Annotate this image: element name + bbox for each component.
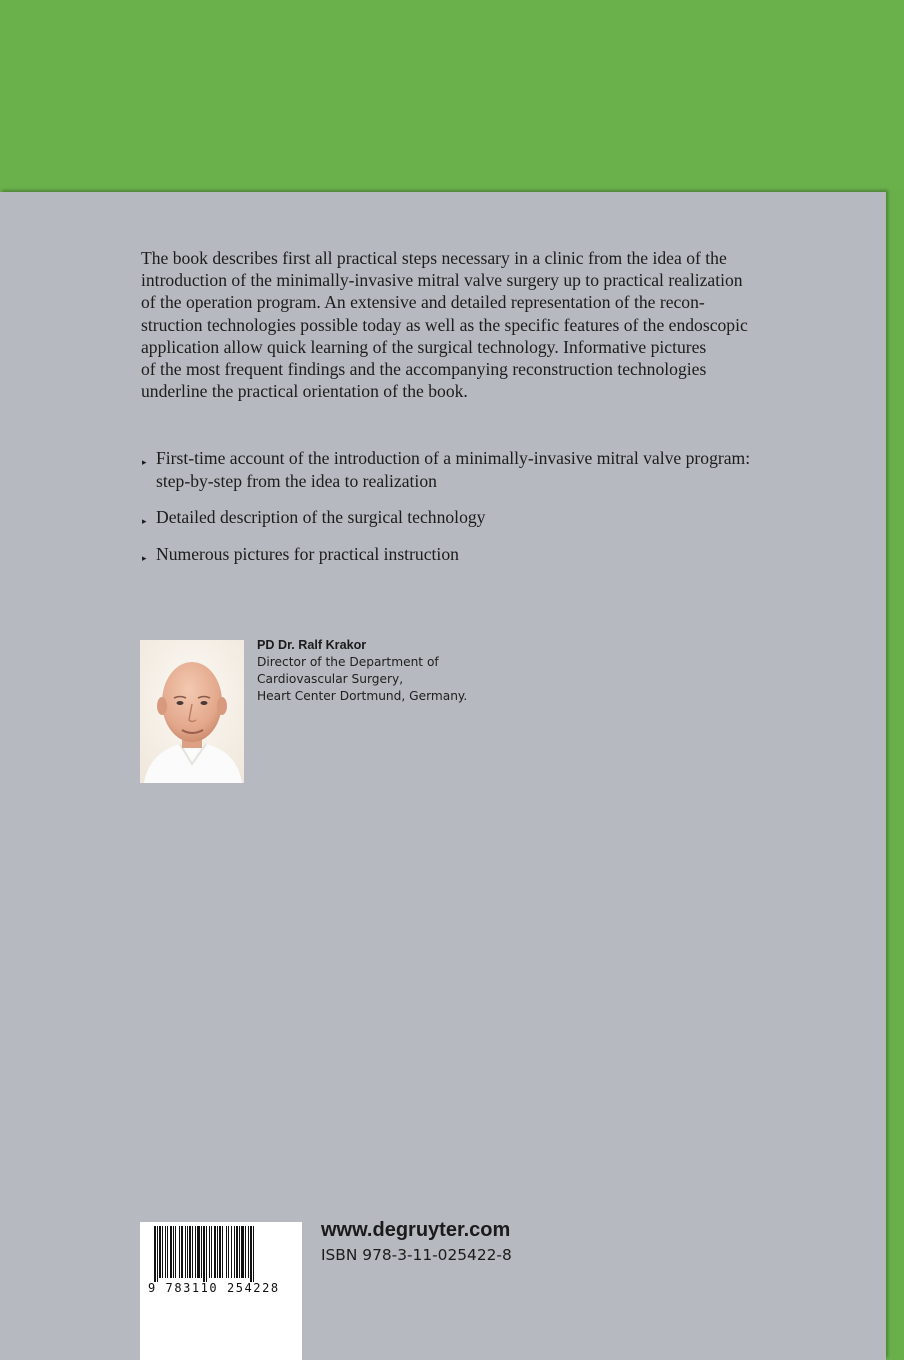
barcode-bar xyxy=(192,1226,193,1278)
barcode-bar xyxy=(203,1226,205,1282)
publisher-website-link[interactable]: www.degruyter.com xyxy=(321,1219,511,1241)
barcode-bar xyxy=(231,1226,232,1278)
blurb-line: The book describes first all practical steps necessary in a clinic from the idea of the xyxy=(141,248,727,268)
barcode-bar xyxy=(222,1226,223,1278)
barcode-bar xyxy=(214,1226,216,1278)
blurb-line: introduction of the minimally-invasive mitral valve surgery up to practical realization xyxy=(141,270,743,291)
barcode-bar xyxy=(154,1226,156,1282)
barcode-bar xyxy=(250,1226,252,1282)
barcode-bar xyxy=(195,1226,196,1278)
barcode-bar xyxy=(162,1226,163,1278)
barcode-bar xyxy=(236,1226,238,1278)
barcode-bar xyxy=(234,1226,235,1278)
blurb-line: application allow quick learning of the surgical technology. Informative pictures xyxy=(141,336,707,357)
barcode-bar xyxy=(211,1226,212,1278)
triangle-bullet-icon: ▸ xyxy=(142,517,147,527)
isbn-barcode xyxy=(140,1222,302,1360)
barcode-bar xyxy=(175,1226,176,1278)
barcode-bar xyxy=(241,1226,244,1278)
feature-text: First-time account of the introduction of a minimally-invasive mitral valve program: xyxy=(156,448,751,468)
author-photo xyxy=(140,640,244,783)
feature-item xyxy=(141,506,841,529)
isbn-number: ISBN 978-3-11-025422-8 xyxy=(321,1246,512,1264)
author-role-line: Heart Center Dortmund, Germany. xyxy=(257,689,468,704)
feature-list xyxy=(141,447,841,565)
blurb-line: of the operation program. An extensive and detailed representation of the recon- xyxy=(141,292,705,313)
barcode-bar xyxy=(228,1226,229,1278)
barcode-bar xyxy=(245,1226,246,1278)
barcode-bar xyxy=(165,1226,166,1278)
barcode-bar xyxy=(187,1226,188,1278)
barcode-bar xyxy=(197,1226,200,1278)
triangle-bullet-icon: ▸ xyxy=(142,553,147,564)
barcode-bar xyxy=(217,1226,218,1278)
barcode-bar xyxy=(239,1226,240,1278)
author-role-line: Director of the Department of xyxy=(257,655,439,669)
feature-item xyxy=(141,543,841,566)
barcode-bar xyxy=(201,1226,202,1278)
cover-green-band xyxy=(0,0,904,190)
barcode-bar xyxy=(219,1226,221,1278)
feature-text: Detailed description of the surgical technology xyxy=(156,507,486,527)
barcode-bar xyxy=(209,1226,210,1278)
barcode-bar xyxy=(226,1226,227,1278)
blurb-line: underline the practical orientation of the book. xyxy=(141,381,468,402)
blurb-line: struction technologies possible today as well as the specific features of the endoscopic xyxy=(141,314,748,335)
barcode-bar xyxy=(157,1226,158,1282)
barcode-bar xyxy=(179,1226,180,1278)
book-description xyxy=(141,247,821,402)
author-affiliation xyxy=(257,654,557,706)
barcode-bar xyxy=(173,1226,174,1278)
barcode-bar xyxy=(170,1226,172,1278)
barcode-bar xyxy=(248,1226,249,1278)
barcode-bar xyxy=(185,1226,186,1278)
barcode-digits: 9 783110 254228 xyxy=(148,1281,280,1295)
triangle-bullet-icon: ▸ xyxy=(142,458,147,468)
barcode-bar xyxy=(159,1226,161,1278)
feature-text: Numerous pictures for practical instruction xyxy=(156,543,459,564)
cover-green-spine-edge xyxy=(886,190,904,1360)
blurb-line: of the most frequent findings and the accompanying reconstruction technologies xyxy=(141,359,707,380)
author-name: PD Dr. Ralf Krakor xyxy=(257,638,367,652)
feature-item xyxy=(141,447,841,492)
barcode-bar xyxy=(189,1226,191,1278)
barcode-bar xyxy=(167,1226,168,1278)
barcode-bar xyxy=(206,1226,207,1282)
barcode-bars xyxy=(140,1222,302,1282)
feature-text: step-by-step from the idea to realization xyxy=(156,470,437,491)
barcode-bar xyxy=(181,1226,183,1278)
author-portrait-image xyxy=(140,640,244,783)
author-role-line: Cardiovascular Surgery, xyxy=(257,672,404,687)
barcode-bar xyxy=(253,1226,254,1282)
